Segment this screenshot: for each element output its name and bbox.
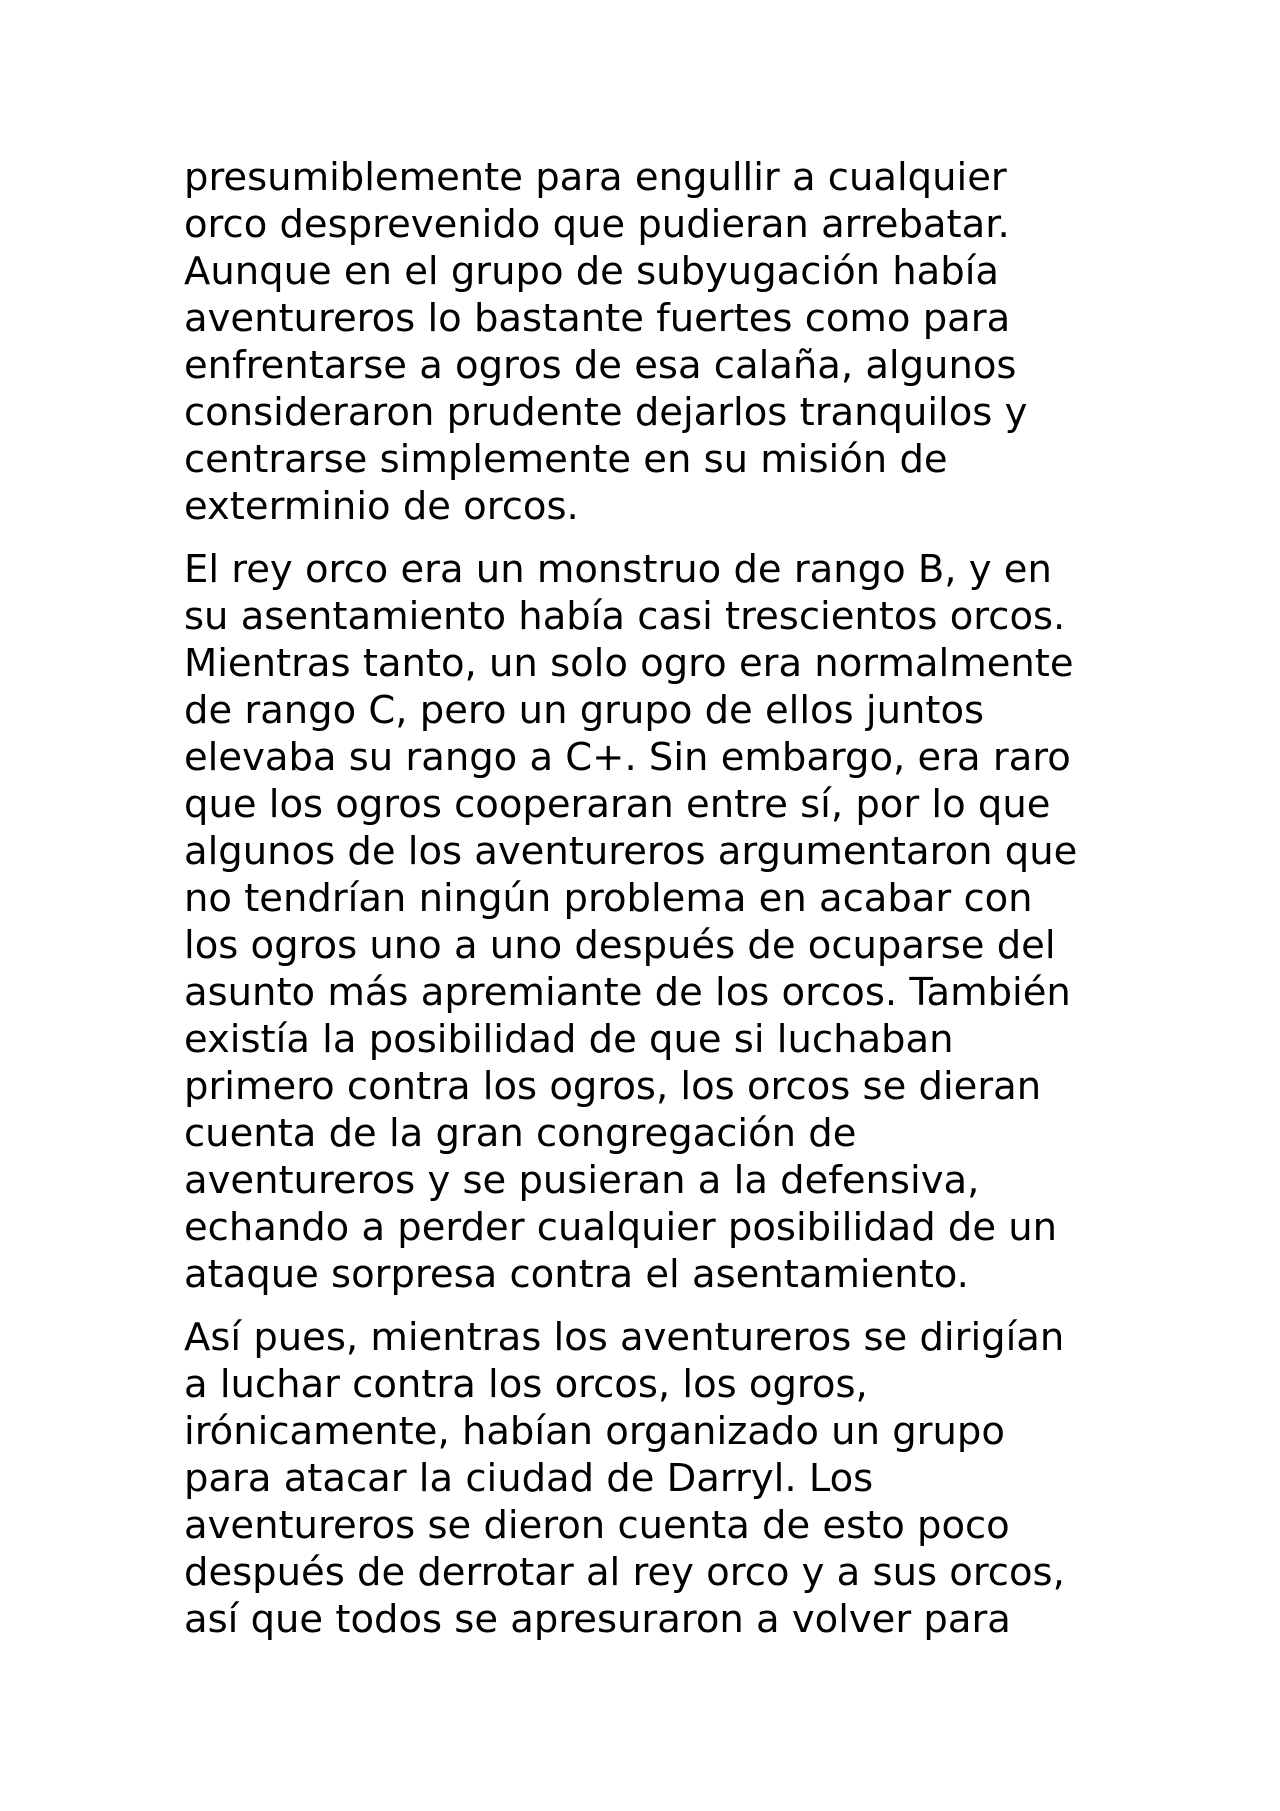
text-line: asunto más apremiante de los orcos. También [184, 970, 1071, 1015]
text-line: Aunque en el grupo de subyugación había [184, 249, 1000, 294]
text-line: aventureros y se pusieran a la defensiva, [184, 1158, 980, 1203]
paragraph-2 [184, 546, 1124, 1298]
text-line: ataque sorpresa contra el asentamiento. [184, 1252, 969, 1297]
text-line: para atacar la ciudad de Darryl. Los [184, 1456, 874, 1501]
text-line: presumiblemente para engullir a cualquier [184, 155, 1007, 200]
text-line: Así pues, mientras los aventureros se dirigían [184, 1315, 1065, 1360]
text-line: exterminio de orcos. [184, 484, 579, 529]
text-line: los ogros uno a uno después de ocuparse del [184, 923, 1056, 968]
text-line: algunos de los aventureros argumentaron que [184, 829, 1078, 874]
text-line: echando a perder cualquier posibilidad de un [184, 1205, 1058, 1250]
text-line: primero contra los ogros, los orcos se dieran [184, 1064, 1042, 1109]
text-line: no tendrían ningún problema en acabar con [184, 876, 1033, 921]
text-line: cuenta de la gran congregación de [184, 1111, 857, 1156]
text-line: aventureros se dieron cuenta de esto poco [184, 1503, 1010, 1548]
document-page [184, 154, 1124, 1659]
text-line: irónicamente, habían organizado un grupo [184, 1409, 1005, 1454]
text-line: así que todos se apresuraron a volver para [184, 1597, 1011, 1642]
text-line: aventureros lo bastante fuertes como para [184, 296, 1011, 341]
text-line: consideraron prudente dejarlos tranquilos y [184, 390, 1028, 435]
text-line: existía la posibilidad de que si luchaban [184, 1017, 954, 1062]
text-line: a luchar contra los orcos, los ogros, [184, 1362, 868, 1407]
text-line: centrarse simplemente en su misión de [184, 437, 948, 482]
paragraph-3 [184, 1314, 1124, 1643]
text-line: después de derrotar al rey orco y a sus orcos, [184, 1550, 1065, 1595]
text-line: que los ogros cooperaran entre sí, por lo que [184, 782, 1051, 827]
text-line: orco desprevenido que pudieran arrebatar. [184, 202, 1010, 247]
paragraph-1 [184, 154, 1124, 530]
text-line: elevaba su rango a C+. Sin embargo, era raro [184, 735, 1071, 780]
text-line: de rango C, pero un grupo de ellos juntos [184, 688, 985, 733]
text-line: Mientras tanto, un solo ogro era normalmente [184, 641, 1074, 686]
text-line: enfrentarse a ogros de esa calaña, algunos [184, 343, 1017, 388]
text-line: su asentamiento había casi trescientos orcos. [184, 594, 1066, 639]
text-line: El rey orco era un monstruo de rango B, y en [184, 547, 1052, 592]
